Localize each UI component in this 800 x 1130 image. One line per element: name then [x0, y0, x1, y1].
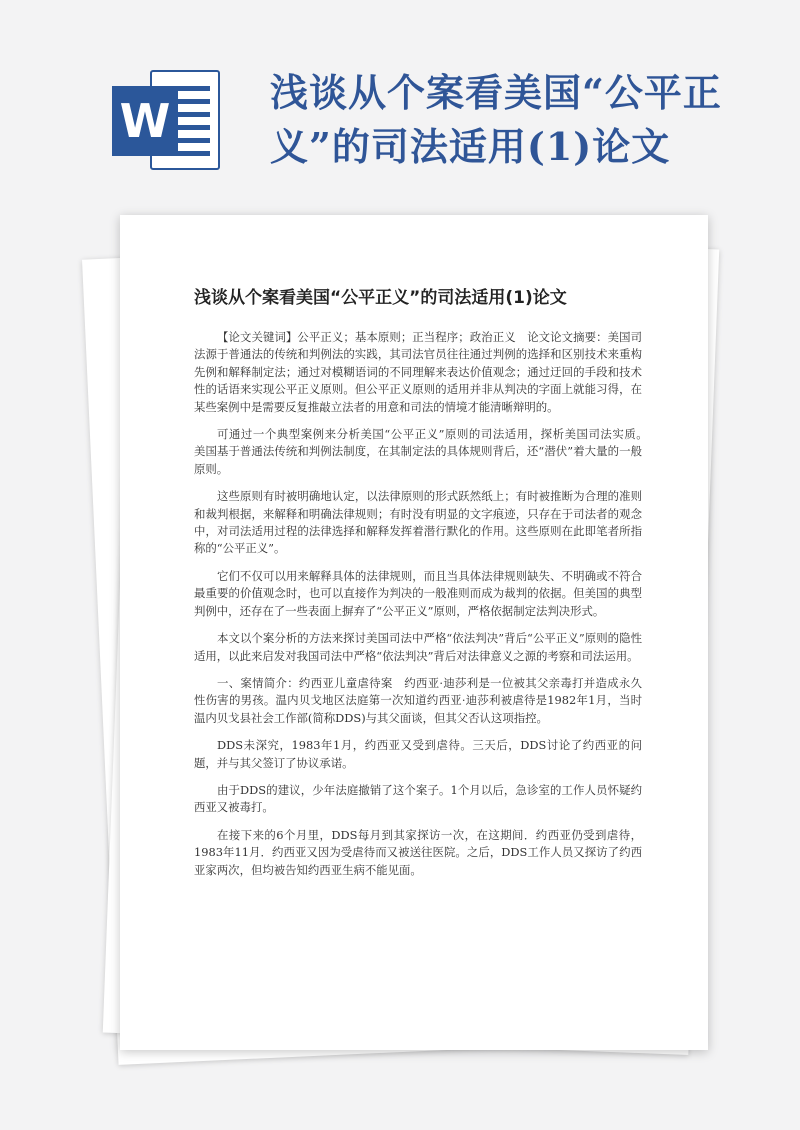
paragraph: 在接下来的6个月里，DDS每月到其家探访一次，在这期间．约西亚仍受到虐待，1983年11月．约西亚又因为受虐待而又被送往医院。之后，DDS工作人员又探访了约西亚家两次，但均被告知约西亚生病不能见面。 — [194, 827, 642, 877]
document-body — [194, 329, 654, 889]
paragraph: 可通过一个典型案例来分析美国“公平正义”原则的司法适用，探析美国司法实质。 美国基于普通法传统和判例法制度，在其制定法的具体规则背后，还“潜伏”着大量的一般原则。 — [194, 427, 654, 476]
paragraph: 一、案情简介：约西亚儿童虐待案 约西亚·迪莎利是一位被其父亲毒打并造成永久性伤害的男孩。温内贝戈地区法庭第一次知道约西亚·迪莎利被虐待是1982年1月，当时温内贝戈县社会工作部(简称DDS)与其父面谈，但其父否认这项指控。 — [194, 675, 642, 725]
word-logo — [112, 70, 220, 170]
document-title: 浅谈从个案看美国“公平正义”的司法适用(1)论文 — [194, 288, 567, 308]
document-page — [120, 215, 708, 1050]
word-document-icon: W — [112, 86, 178, 156]
paragraph: 它们不仅可以用来解释具体的法律规则，而且当具体法律规则缺失、不明确或不符合最重要的价值观念时，也可以直接作为判决的一般准则而成为裁判的依据。但美国的典型判例中，还存在了一些表面上摒弃了“公平正义”原则，严格依据制定法判决形式。 — [194, 568, 642, 618]
paragraph: 这些原则有时被明确地认定，以法律原则的形式跃然纸上；有时被推断为合理的准则和裁判根据，来解释和明确法律规则；有时没有明显的文字痕迹，只存在于司法者的观念中，对司法适用过程的法律选择和解释发挥着潜行默化的作用。这些原则在此即笔者所指称的“公平正义”。 — [194, 489, 642, 556]
banner-title: 浅谈从个案看美国“公平正义”的司法适用(1)论文 — [270, 70, 722, 169]
paragraph: 本文以个案分析的方法来探讨美国司法中严格“依法判决”背后“公平正义”原则的隐性适用，以此来启发对我国司法中严格“依法判决”背后对法律意义之源的考察和司法运用。 — [194, 631, 642, 663]
paragraph: 由于DDS的建议，少年法庭撤销了这个案子。1个月以后，急诊室的工作人员怀疑约西亚又被毒打。 — [194, 782, 642, 815]
paragraph: DDS未深究，1983年1月，约西亚又受到虐待。三天后，DDS讨论了约西亚的问题，并与其父签订了协议承诺。 — [194, 738, 642, 770]
paragraph: 【论文关键词】公平正义；基本原则；正当程序；政治正义 论文论文摘要：美国司法源于普通法的传统和判例法的实践，其司法官员往往通过判例的选择和区别技术来重构先例和解释制定法；通过对模糊语词的不同理解来表达价值观念；通过迂回的手段和技术性的话语来实现公平正义原则。但公平正义原则的适用并非从判决的字面上就能习得，在某些案例中是需要反复推敲立法者的用意和司法的情境才能清晰辩明的。 — [194, 330, 642, 414]
